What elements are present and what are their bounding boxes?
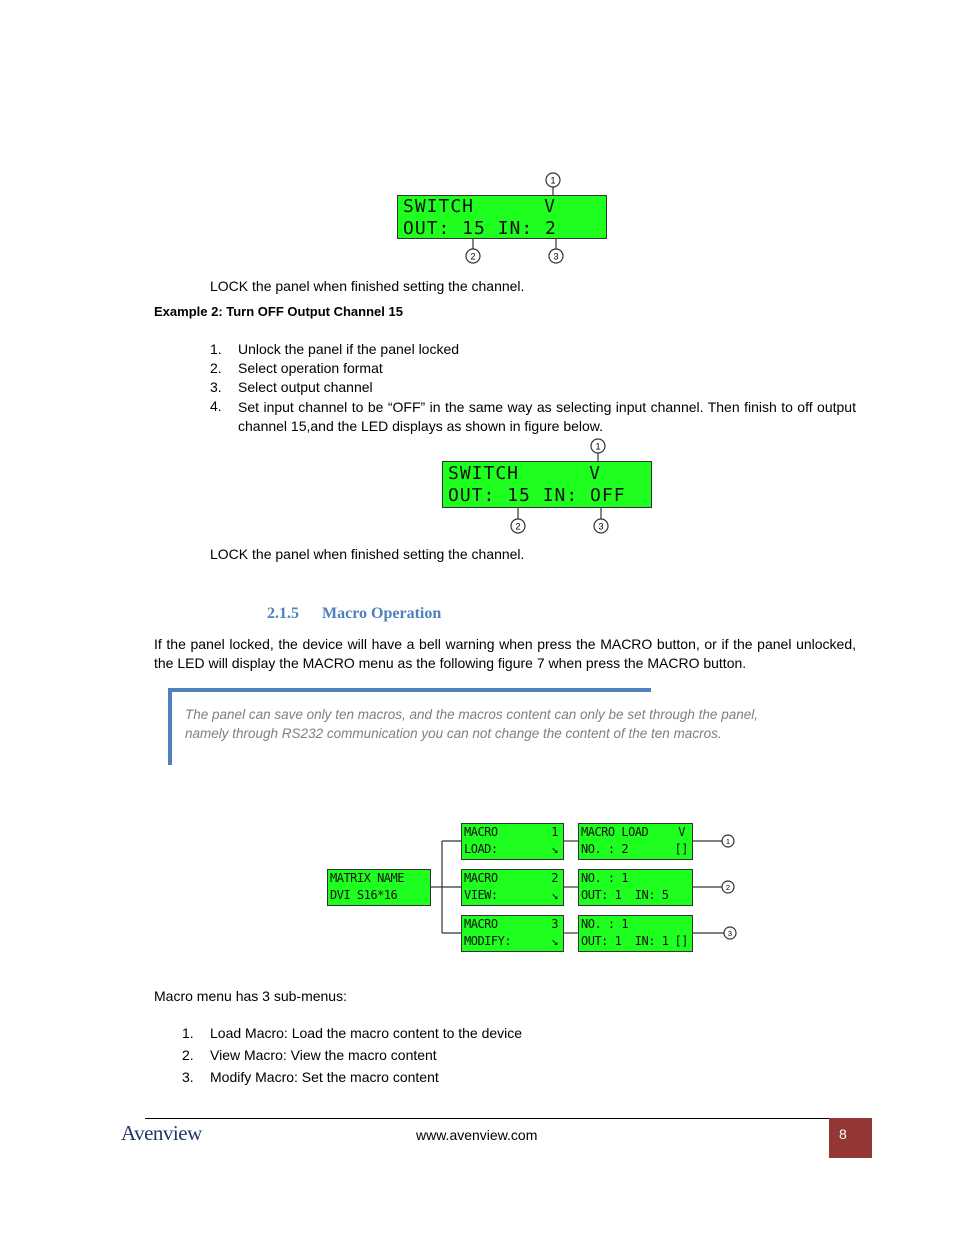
section-title: Macro Operation (322, 605, 442, 622)
lcd-line2-right: [] (674, 842, 688, 856)
step-num: 4. (210, 398, 222, 414)
lcd-line2: OUT: 1 IN: 1 (581, 934, 669, 948)
lcd-macro-load-detail (578, 823, 693, 860)
lcd-line1-right: V (544, 196, 556, 217)
section-number: 2.1.5 (267, 605, 299, 622)
lcd-matrix-name (327, 869, 431, 906)
step-text: Unlock the panel if the panel locked (238, 341, 460, 357)
lock-instruction-2: LOCK the panel when finished setting the channel. (210, 546, 525, 562)
submenu-num: 2. (182, 1047, 194, 1063)
step-text: Select operation format (238, 360, 383, 376)
callout-1: 1 (725, 837, 731, 846)
lcd-line1: MACRO LOAD (581, 825, 649, 839)
callout-1: 1 (595, 441, 601, 452)
lcd-line2: OUT: 15 IN: 2 (403, 218, 557, 239)
note-text: The panel can save only ten macros, and the macros content can only be set through the panel, namely through RS232 communication you can not change the content of the ten macros. (185, 707, 758, 741)
lcd-line1-left: SWITCH (448, 463, 520, 484)
lcd-line2: NO. : 2 (581, 842, 629, 856)
step-num: 3. (210, 379, 222, 395)
lcd-line1-right: V (589, 463, 601, 484)
lcd-line1: NO. : 1 (581, 917, 629, 931)
submenu-text: Load Macro: Load the macro content to the device (210, 1025, 523, 1041)
callout-3: 3 (727, 929, 733, 938)
lock-instruction-1: LOCK the panel when finished setting the channel. (210, 278, 525, 294)
lcd-line1-right: 1 (551, 825, 558, 839)
avenview-logo: Avenview (121, 1121, 202, 1145)
lcd-line2: MODIFY: (464, 934, 512, 948)
lcd-line2-right: ↘ (551, 842, 558, 856)
lcd-line2: LOAD: (464, 842, 498, 856)
lcd-line2: DVI S16*16 (330, 888, 398, 902)
lcd-display-switch-1 (397, 195, 607, 239)
lcd-line1: MACRO (464, 871, 498, 885)
lcd-line2: OUT: 1 IN: 5 (581, 888, 669, 902)
lcd-line1-right: 2 (551, 871, 558, 885)
page-number: 8 (829, 1118, 872, 1158)
step-text: Select output channel (238, 379, 373, 395)
lcd-line1-right: 3 (551, 917, 558, 931)
submenu-num: 3. (182, 1069, 194, 1085)
callout-2: 2 (515, 521, 521, 532)
step-num: 1. (210, 341, 222, 357)
step-num: 2. (210, 360, 222, 376)
lcd-macro-modify (461, 915, 564, 952)
step-text: Set input channel to be “OFF” in the same way as selecting input channel. Then finish to off output channel 15,and the LED displays as shown in figure below. (238, 399, 856, 434)
lcd-macro-load (461, 823, 564, 860)
lcd-macro-view (461, 869, 564, 906)
intro-paragraph: If the panel locked, the device will have a bell warning when press the MACRO button, or if the panel unlocked, the LED will display the MACRO menu as the following figure 7 when press the MACRO button. (154, 636, 856, 671)
callout-2: 2 (725, 883, 731, 892)
lcd-line1: NO. : 1 (581, 871, 629, 885)
lcd-line1: MATRIX NAME (330, 871, 404, 885)
lcd-display-switch-2 (442, 461, 652, 508)
callout-1: 1 (550, 175, 556, 186)
lcd-line2-right: ↘ (551, 888, 558, 902)
submenu-text: View Macro: View the macro content (210, 1047, 437, 1063)
callout-3: 3 (553, 251, 559, 262)
lcd-line1: MACRO (464, 825, 498, 839)
submenus-intro: Macro menu has 3 sub-menus: (154, 988, 347, 1004)
lcd-line2: OUT: 15 IN: OFF (448, 485, 626, 506)
lcd-macro-modify-detail (578, 915, 693, 952)
lcd-line2-right: [] (674, 934, 688, 948)
lcd-line1: MACRO (464, 917, 498, 931)
footer-url[interactable]: www.avenview.com (416, 1127, 538, 1143)
callout-3: 3 (598, 521, 604, 532)
lcd-macro-view-detail (578, 869, 693, 906)
footer-divider (145, 1118, 829, 1119)
lcd-line2-right: ↘ (551, 934, 558, 948)
lcd-line1-right: V (678, 825, 685, 839)
submenu-num: 1. (182, 1025, 194, 1041)
example2-title: Example 2: Turn OFF Output Channel 15 (154, 304, 403, 319)
callout-2: 2 (470, 251, 476, 262)
submenu-text: Modify Macro: Set the macro content (210, 1069, 439, 1085)
lcd-line2: VIEW: (464, 888, 498, 902)
lcd-line1-left: SWITCH (403, 196, 475, 217)
note-box-top-border (168, 688, 651, 692)
